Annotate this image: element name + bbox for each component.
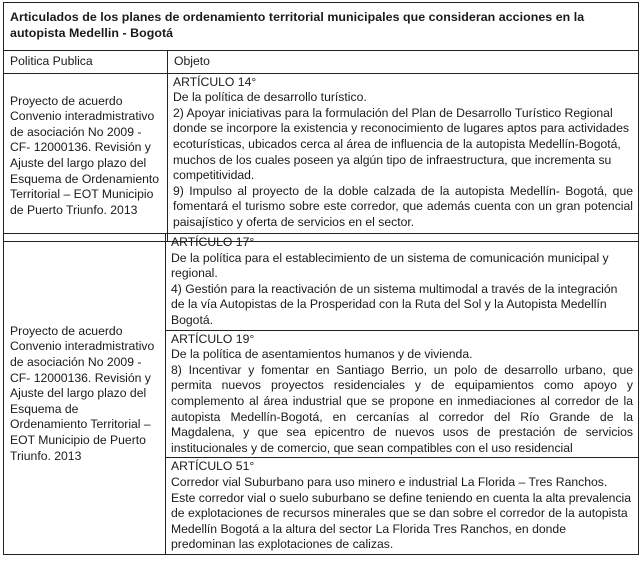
- politica-cell: Proyecto de acuerdo Convenio interadmistrativo de asociación No 2009 - CF- 12000136. Revisión y Ajuste del largo plazo del Esquema de Ordenamiento Territorial – EOT Municipio de Puerto Triunfo. 2013: [4, 234, 166, 555]
- article-text: 8) Incentivar y fomentar en Santiago Berrio, un polo de desarrollo urbano, que permita nuevos proyectos residenciales y de equipamientos como apoyo y complemento al área industrial que se propone en inmediaciones al corredor de la autopista Medellín-Bogotá, en cercanías al corredor del Río Grande de la Magdalena, y que sea epicentro de nuevos usos de prestación de servicios institucionales y de comercio, que sean compatibles con el uso residencial: [171, 362, 633, 455]
- article-text: De la política para el establecimiento de un sistema de comunicación municipal y regional.: [171, 250, 609, 281]
- article-text: Corredor vial Suburbano para uso minero e industrial La Florida – Tres Ranchos.: [171, 474, 608, 489]
- article-text: De la política de desarrollo turístico.: [173, 90, 367, 105]
- article-heading: ARTÍCULO 17°: [171, 235, 255, 249]
- objeto-cell: [166, 458, 639, 555]
- table-part-1: [3, 2, 639, 242]
- politica-cell: Proyecto de acuerdo Convenio interadmistrativo de asociación No 2009 - CF- 12000136. Revisión y Ajuste del largo plazo del Esquema de Ordenamiento Territorial – EOT Municipio de Puerto Triunfo. 2013: [4, 73, 168, 241]
- table-row: [4, 234, 639, 331]
- table-row: [4, 73, 639, 241]
- article-text: Este corredor vial o suelo suburbano se define teniendo en cuenta la alta prevalencia de explotaciones de recursos minerales que se dan sobre el corredor de la autopista Medellín Bogotá a la altura del sector La Florida Tres Ranchos, en donde predominan las explotaciones de calizas.: [171, 490, 632, 552]
- article-text: 4) Gestión para la reactivación de un sistema multimodal a través de la integración de la vía Autopistas de la Prosperidad con la Ruta del Sol y la Autopista Medellín Bogotá.: [171, 281, 618, 327]
- objeto-cell: [166, 330, 639, 458]
- table-title: Articulados de los planes de ordenamiento territorial municipales que consideran acciones en la autopista Medellin - Bogotá: [4, 3, 639, 51]
- article-heading: ARTÍCULO 19°: [171, 331, 255, 346]
- objeto-cell: [166, 234, 639, 331]
- objeto-cell: [168, 73, 639, 241]
- table-header-row: [4, 51, 639, 74]
- article-text: De la política de asentamientos humanos y de vivienda.: [171, 347, 473, 362]
- table-part-2: [3, 233, 639, 555]
- table-title-row: [4, 3, 639, 51]
- article-text: 9) Impulso al proyecto de la doble calzada de la autopista Medellín- Bogotá, que fomentará el turismo sobre este corredor, que además cuenta con un gran potencial paisajístico y oferta de servicios en el sector.: [173, 183, 633, 229]
- column-header-politica: Politica Publica: [4, 51, 168, 74]
- column-header-objeto: Objeto: [168, 51, 639, 74]
- article-heading: ARTÍCULO 14°: [173, 74, 257, 89]
- article-text: 2) Apoyar iniciativas para la formulación del Plan de Desarrollo Turístico Regional donde se incorpore la existencia y reconocimiento de lugares aptos para actividades ecoturísticas, ubicados cerca al área de influencia de la autopista Medellín-Bogotá, muchos de los cuales poseen ya algún tipo de infraestructura, que incrementa su competitividad.: [173, 105, 629, 183]
- article-heading: ARTÍCULO 51°: [171, 459, 255, 474]
